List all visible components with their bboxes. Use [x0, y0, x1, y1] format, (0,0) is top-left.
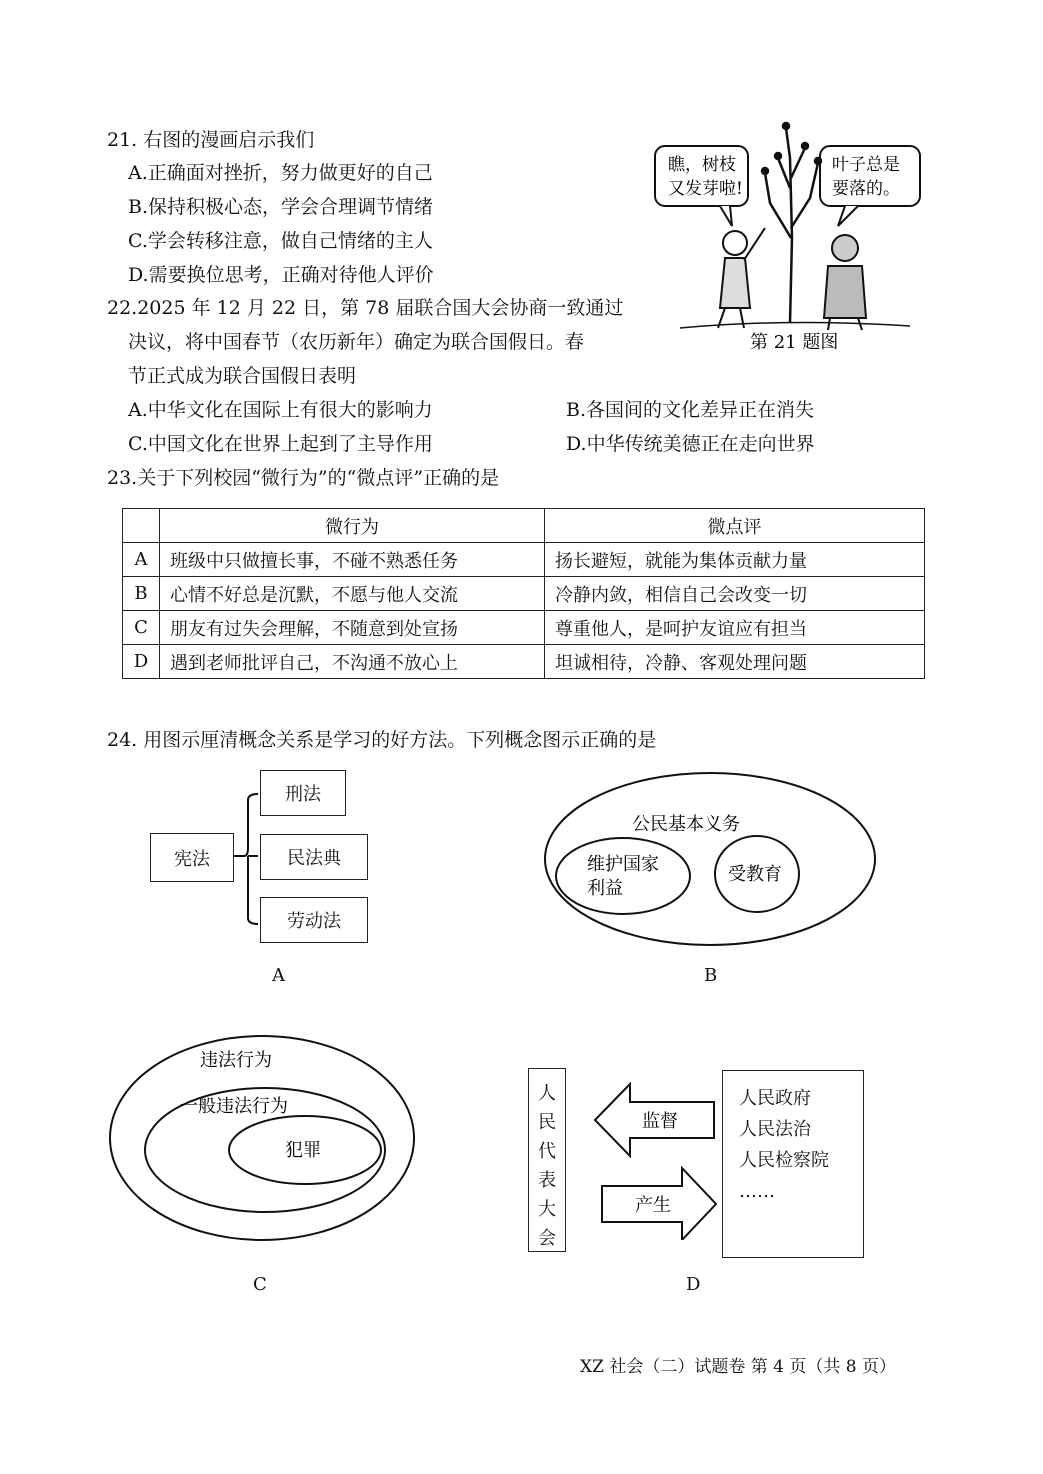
table-header-row: [123, 509, 925, 543]
diagram-c-middle-label: 一般违法行为: [180, 1096, 288, 1117]
page-footer: XZ 社会（二）试题卷 第 4 页（共 8 页）: [580, 1357, 896, 1377]
table-row: [123, 543, 925, 577]
table-row: [123, 645, 925, 679]
q23-table: [122, 508, 925, 679]
optimistic-person-icon: [718, 228, 765, 328]
table-cell: 班级中只做擅长事，不碰不熟悉任务: [160, 543, 545, 577]
diagram-c-inner-label: 犯罪: [285, 1140, 321, 1161]
diagram-d-char: 会: [538, 1228, 556, 1249]
pessimistic-person-icon: [824, 235, 866, 330]
diagram-c-label: C: [253, 1274, 267, 1295]
diagram-d-label: D: [686, 1274, 701, 1295]
bubble-left-line1: 瞧，树枝: [668, 155, 736, 175]
diagram-c: [105, 1030, 425, 1250]
diagram-b-label: B: [704, 965, 718, 986]
table-cell: 坦诚相待，冷静、客观处理问题: [545, 645, 925, 679]
table-header: [123, 509, 160, 543]
diagram-d-char: 人: [538, 1083, 556, 1104]
q22-option-d: D.中华传统美德正在走向世界: [566, 433, 815, 455]
diagram-b: [540, 770, 880, 950]
table-row: [123, 611, 925, 645]
diagram-a-child-2: 民法典: [260, 834, 368, 880]
q21-stem: 21. 右图的漫画启示我们: [107, 129, 315, 151]
tree-icon: [762, 123, 821, 323]
diagram-d-item: 人民检察院: [739, 1150, 829, 1171]
table-header: 微行为: [160, 509, 545, 543]
diagram-b-outer-label: 公民基本义务: [632, 814, 740, 835]
bubble-right-line2: 要落的。: [832, 179, 900, 199]
diagram-b-inner-right: 受教育: [728, 864, 782, 885]
bubble-right-line1: 叶子总是: [832, 155, 900, 175]
q21-option-b: B.保持积极心态，学会合理调节情绪: [128, 196, 434, 218]
diagram-d-item: ……: [739, 1181, 775, 1202]
q23-stem: 23.关于下列校园“微行为”的“微点评”正确的是: [107, 467, 500, 489]
cartoon-figure: [640, 118, 940, 363]
q24-stem: 24. 用图示厘清概念关系是学习的好方法。下列概念图示正确的是: [107, 729, 657, 751]
diagram-a-child-3: 劳动法: [260, 897, 368, 943]
table-cell: A: [123, 543, 160, 577]
table-row: [123, 577, 925, 611]
diagram-d-item: 人民政府: [739, 1088, 811, 1109]
table-cell: 尊重他人，是呵护友谊应有担当: [545, 611, 925, 645]
bubble-left-line2: 又发芽啦!: [668, 179, 743, 199]
diagram-d-arrow-bottom: 产生: [635, 1195, 671, 1216]
diagram-b-inner-left-2: 利益: [587, 878, 623, 899]
diagram-d-arrows: [590, 1080, 720, 1240]
q22-option-b: B.各国间的文化差异正在消失: [566, 399, 815, 421]
table-cell: 冷静内敛，相信自己会改变一切: [545, 577, 925, 611]
diagram-d-arrow-top: 监督: [642, 1111, 678, 1132]
table-cell: C: [123, 611, 160, 645]
q22-stem-line2: 决议，将中国春节（农历新年）确定为联合国假日。春: [128, 331, 585, 353]
diagram-a-root: 宪法: [150, 833, 234, 882]
diagram-a-child-1: 刑法: [260, 770, 346, 816]
table-cell: 遇到老师批评自己，不沟通不放心上: [160, 645, 545, 679]
table-cell: 朋友有过失会理解，不随意到处宣扬: [160, 611, 545, 645]
diagram-d-char: 表: [538, 1170, 556, 1191]
diagram-d-left-box: [528, 1068, 566, 1252]
table-cell: 扬长避短，就能为集体贡献力量: [545, 543, 925, 577]
table-header: 微点评: [545, 509, 925, 543]
q22-option-c: C.中国文化在世界上起到了主导作用: [128, 433, 433, 455]
q21-option-d: D.需要换位思考，正确对待他人评价: [128, 264, 434, 286]
table-cell: 心情不好总是沉默，不愿与他人交流: [160, 577, 545, 611]
q22-stem-line3: 节正式成为联合国假日表明: [128, 365, 357, 387]
q22-option-a: A.中华文化在国际上有很大的影响力: [128, 399, 433, 421]
diagram-a-brace: [232, 790, 262, 930]
diagram-b-inner-left-1: 维护国家: [587, 854, 659, 875]
cartoon-caption: 第 21 题图: [750, 332, 839, 353]
table-cell: D: [123, 645, 160, 679]
diagram-c-outer-label: 违法行为: [200, 1050, 272, 1071]
diagram-d-item: 人民法治: [739, 1119, 811, 1140]
table-cell: B: [123, 577, 160, 611]
diagram-d-char: 大: [538, 1199, 556, 1220]
q22-stem-line1: 22.2025 年 12 月 22 日，第 78 届联合国大会协商一致通过: [107, 297, 624, 319]
q21-option-a: A.正确面对挫折，努力做更好的自己: [128, 162, 433, 184]
diagram-a-label: A: [272, 965, 285, 986]
q21-option-c: C.学会转移注意，做自己情绪的主人: [128, 230, 433, 252]
diagram-d-char: 代: [538, 1141, 556, 1162]
diagram-d-char: 民: [538, 1112, 556, 1133]
diagram-d-right-box: [722, 1070, 864, 1258]
